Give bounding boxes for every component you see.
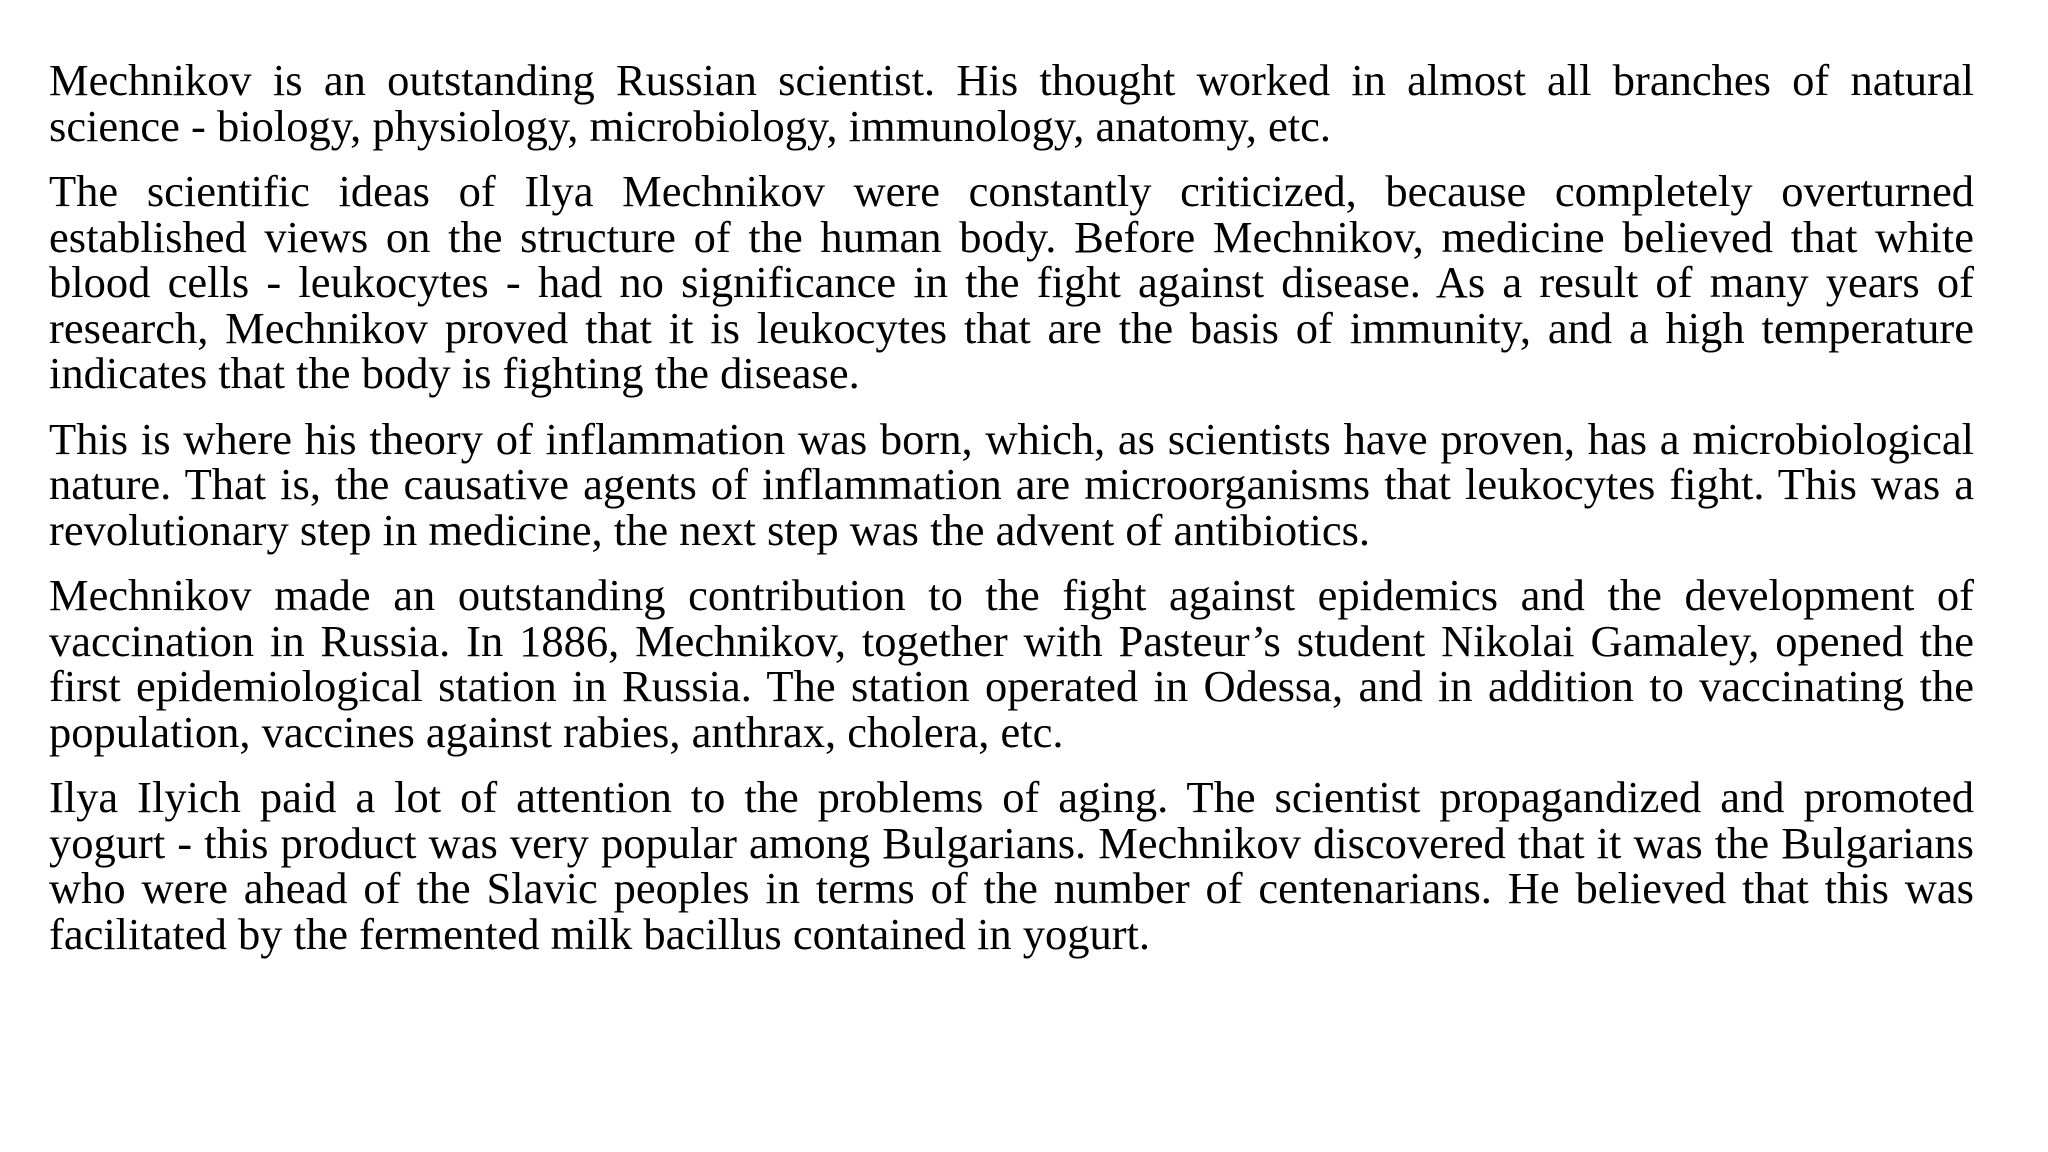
paragraph-inflammation: This is where his theory of inflammation was born, which, as scientists have proven, has a microbiological nature. That is, the causative agents of inflammation are microorganisms that leukocytes fight. This was a revolutionary step in medicine, the next step was the advent of antibiotics. [49, 413, 1974, 555]
paragraph-aging: Ilya Ilyich paid a lot of attention to the problems of aging. The scientist propagandized and promoted yogurt - this product was very popular among Bulgarians. Mechnikov discovered that it was the Bulgarians who were ahead of the Slavic peoples in terms of the number of centenarians. He believed that this was facilitated by the fermented milk bacillus contained in yogurt. [49, 772, 1974, 959]
document-body [49, 58, 1974, 1118]
paragraph-leukocytes: The scientific ideas of Ilya Mechnikov were constantly criticized, because completely overturned established views on the structure of the human body. Before Mechnikov, medicine believed that white blood cells - leukocytes - had no significance in the fight against disease. As a result of many years of research, Mechnikov proved that it is leukocytes that are the basis of immunity, and a high temperature indicates that the body is fighting the disease. [49, 166, 1974, 398]
paragraph-epidemics: Mechnikov made an outstanding contribution to the fight against epidemics and the development of vaccination in Russia. In 1886, Mechnikov, together with Pasteur’s student Nikolai Gamaley, opened the first epidemiological station in Russia. The station operated in Odessa, and in addition to vaccinating the population, vaccines against rabies, anthrax, cholera, etc. [49, 570, 1974, 757]
paragraph-intro: Mechnikov is an outstanding Russian scientist. His thought worked in almost all branches of natural science - biology, physiology, microbiology, immunology, anatomy, etc. [49, 58, 1974, 151]
